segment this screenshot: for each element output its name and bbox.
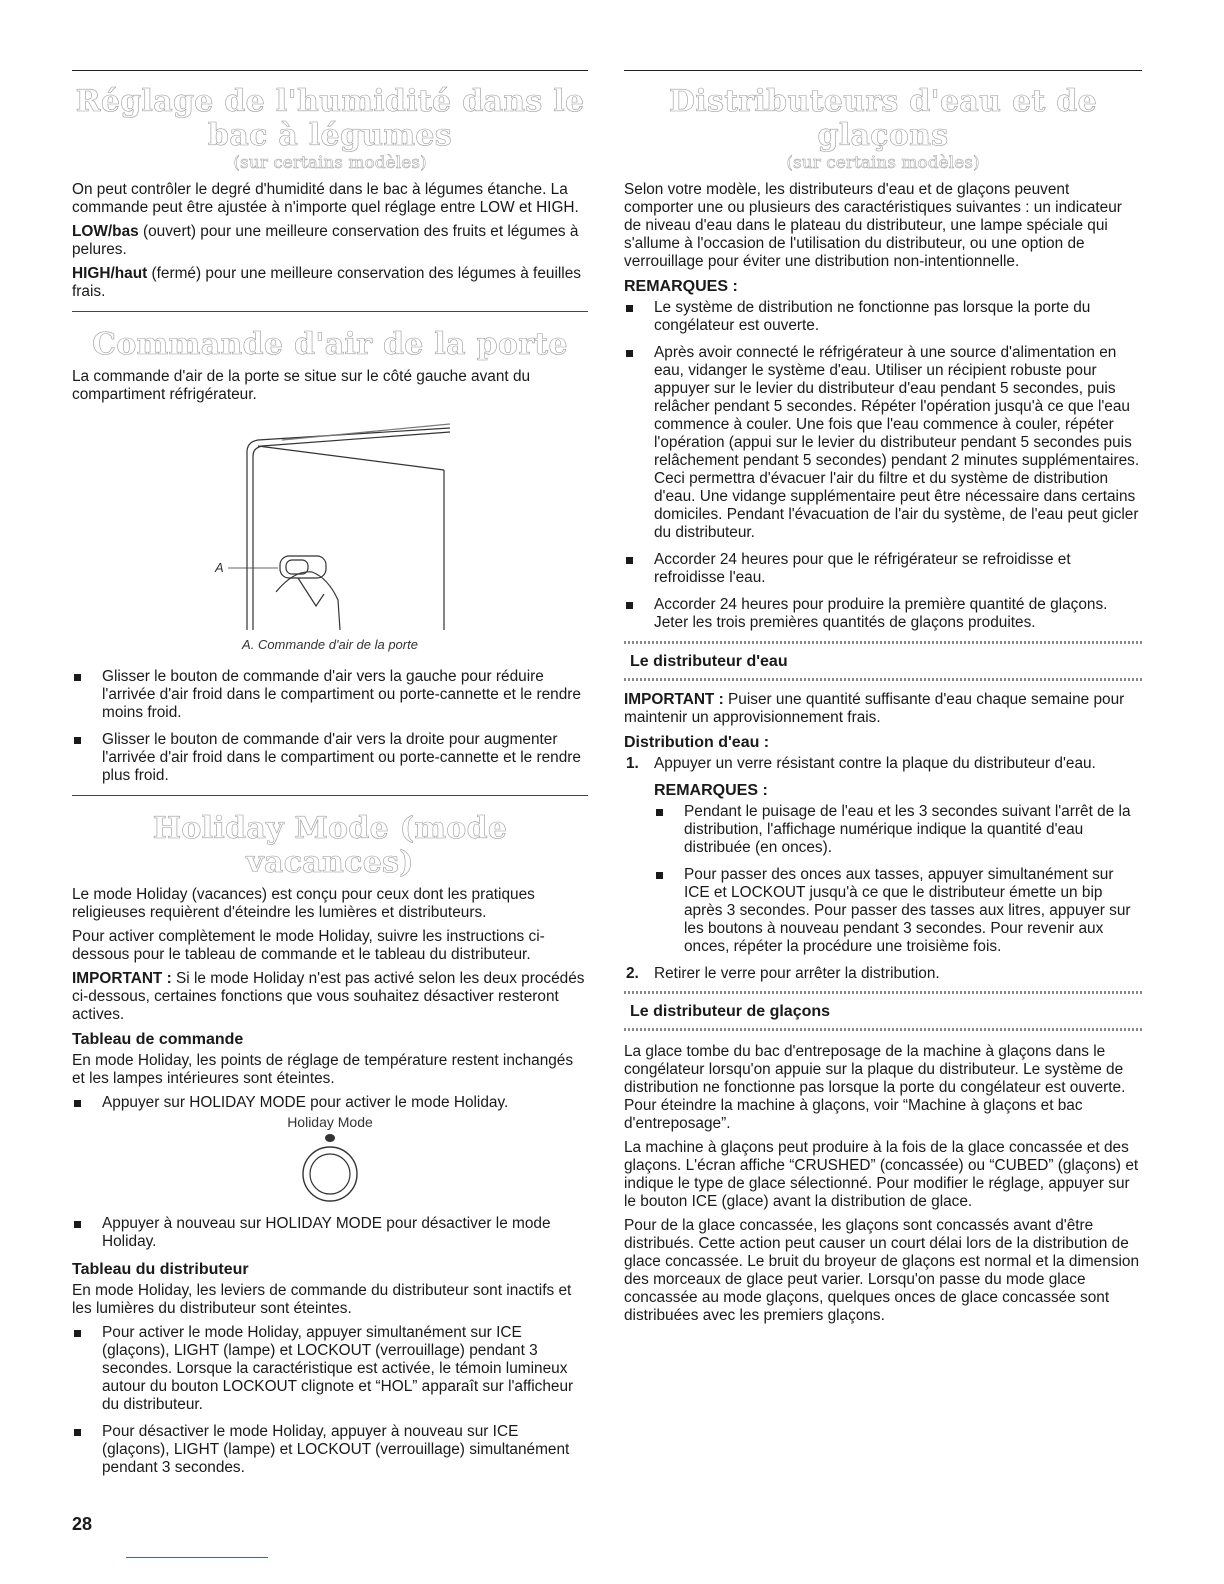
control-panel-heading: Tableau de commande	[72, 1031, 244, 1048]
list-item: Accorder 24 heures pour produire la première quantité de glaçons. Jeter les trois premières quantités de glaçons produites.	[624, 596, 1142, 632]
list-item: Pour passer des onces aux tasses, appuyer simultanément sur ICE et LOCKOUT jusqu'à ce que le distributeur émette un bip après 3 secondes. Pour passer des tasses aux litres, appuyer sur les boutons à nouveau pendant 3 secondes. Pour revenir aux onces, répéter la procédure une troisième fois.	[654, 866, 1142, 956]
left-column	[72, 70, 588, 1486]
control-bullets	[72, 1094, 588, 1112]
door-air-illustration	[72, 410, 588, 635]
dotted-rule	[624, 641, 1142, 644]
holiday-section	[72, 812, 588, 1477]
water-distribution-heading: Distribution d'eau :	[624, 734, 770, 751]
list-item: Accorder 24 heures pour que le réfrigérateur se refroidisse et refroidisse l'eau.	[624, 551, 1142, 587]
door-illustration-svg	[72, 410, 588, 635]
dotted-rule	[624, 991, 1142, 994]
ice-paragraph-1: La glace tombe du bac d'entreposage de la machine à glaçons dans le congélateur lorsqu'on appuie sur la plaque du distributeur. Le système de distribution ne fonctionne pas lorsque la porte du congélateur est ouverte. Pour éteindre la machine à glaçons, voir “Machine à glaçons et bac d'entreposage”.	[624, 1043, 1126, 1132]
figure-label-a: A	[215, 560, 224, 575]
door-air-title: Commande d'air de la porte	[92, 327, 568, 362]
door-air-bullets	[72, 668, 588, 785]
list-item: Pendant le puisage de l'eau et les 3 secondes suivant l'arrêt de la distribution, l'affichage numérique indique la quantité d'eau distribuée (en onces).	[654, 803, 1142, 857]
top-rule	[72, 70, 588, 71]
humidity-low: LOW/bas (ouvert) pour une meilleure conservation des fruits et légumes à pelures.	[72, 223, 579, 258]
water-steps	[624, 755, 1142, 983]
figure-caption: A. Commande d'air de la porte	[242, 637, 418, 652]
dispensers-intro: Selon votre modèle, les distributeurs d'eau et de glaçons peuvent comporter une ou plusieurs des caractéristiques suivantes : un indicateur de niveau d'eau dans le plateau du distributeur, une lampe spéciale qui s'allume à l'occasion de l'utilisation du distributeur, ou une option de verrouillage pour éviter une distribution non-intentionnelle.	[624, 181, 1122, 270]
holiday-title: Holiday Mode (mode vacances)	[152, 811, 508, 880]
water-important: IMPORTANT : Puiser une quantité suffisante d'eau chaque semaine pour maintenir un approvisionnement frais.	[624, 691, 1125, 726]
holiday-mode-button-icon	[300, 1130, 360, 1204]
dispenser-panel-text: En mode Holiday, les leviers de commande du distributeur sont inactifs et les lumières du distributeur sont éteintes.	[72, 1282, 572, 1317]
door-air-intro: La commande d'air de la porte se situe sur le côté gauche avant du compartiment réfrigérateur.	[72, 368, 531, 403]
step-2: 2. Retirer le verre pour arrêter la distribution.	[626, 965, 940, 982]
humidity-high: HIGH/haut (fermé) pour une meilleure conservation des légumes à feuilles frais.	[72, 265, 581, 300]
dispenser-panel-heading: Tableau du distributeur	[72, 1261, 249, 1278]
bottom-link-underline	[126, 1557, 268, 1558]
ice-dispenser-heading-bar	[624, 996, 1142, 1026]
dispensers-remarks-heading: REMARQUES :	[624, 278, 738, 295]
humidity-title: Réglage de l'humidité dans le bac à légumes	[75, 84, 585, 153]
list-item: Pour activer le mode Holiday, appuyer simultanément sur ICE (glaçons), LIGHT (lampe) et LOCKOUT (verrouillage) pendant 3 secondes. Lorsque la caractéristique est activée, le témoin lumineux autour du bouton LOCKOUT clignote et “HOL” apparaît sur l'afficheur du distributeur.	[72, 1324, 588, 1414]
ice-dispenser-section	[624, 991, 1142, 1325]
ice-paragraph-3: Pour de la glace concassée, les glaçons sont concassés avant d'être distribués. Cette action peut causer un court délai lors de la distribution de glace concassée. Le bruit du broyeur de glaçons est normal et la dimension des morceaux de glace peut varier. Lorsqu'on passe du mode glace concassée au mode glaçons, quelques onces de glace concassée sont distribuées avec les premiers glaçons.	[624, 1217, 1140, 1324]
dispensers-title: Distributeurs d'eau et de glaçons	[669, 84, 1097, 153]
dispensers-remarks-list	[624, 299, 1142, 632]
control-bullets-2	[72, 1215, 588, 1251]
door-air-section	[72, 328, 588, 785]
water-dispenser-heading: Le distributeur d'eau	[630, 653, 788, 670]
step-1: 1. Appuyer un verre résistant contre la plaque du distributeur d'eau. REMARQUES : Pendant le puisage de l'eau et les 3 secondes suivant l'arrêt de la distribution, l'affichage numérique indique la quantité d'eau distribuée (en onces). Pour passer des onces aux tasses, appuyer simultanément sur ICE et LOCKOUT jusqu'à ce que le distributeur émette un bip après 3 secondes. Pour passer des tasses aux litres, appuyer sur les boutons à nouveau pendant 3 secondes. Pour revenir aux onces, répéter la procédure une troisième fois.	[624, 755, 1142, 956]
holiday-important: IMPORTANT : Si le mode Holiday n'est pas activé selon les deux procédés ci-dessous, certaines fonctions que vous souhaitez désactiver resteront actives.	[72, 970, 585, 1023]
water-remarks-list	[654, 803, 1142, 956]
list-item: Pour désactiver le mode Holiday, appuyer à nouveau sur ICE (glaçons), LIGHT (lampe) et LOCKOUT (verrouillage) simultanément pendant 3 secondes.	[72, 1423, 588, 1477]
section-divider	[72, 311, 588, 312]
water-dispenser-section	[624, 641, 1142, 983]
list-item: Appuyer à nouveau sur HOLIDAY MODE pour désactiver le mode Holiday.	[72, 1215, 588, 1251]
humidity-intro: On peut contrôler le degré d'humidité dans le bac à légumes étanche. La commande peut être ajustée à n'importe quel réglage entre LOW et HIGH.	[72, 181, 579, 216]
holiday-activate: Pour activer complètement le mode Holiday, suivre les instructions ci-dessous pour le tableau de commande et le tableau du distributeur.	[72, 928, 545, 963]
list-item: Glisser le bouton de commande d'air vers la gauche pour réduire l'arrivée d'air froid dans le compartiment ou porte-cannette et le rendre moins froid.	[72, 668, 588, 722]
holiday-mode-button-figure	[72, 1114, 588, 1209]
holiday-intro: Le mode Holiday (vacances) est conçu pour ceux dont les pratiques religieuses requièrent d'éteindre les lumières et distributeurs.	[72, 886, 535, 921]
dispenser-bullets	[72, 1324, 588, 1477]
water-remarks-heading: REMARQUES :	[654, 782, 768, 799]
holiday-mode-label: Holiday Mode	[287, 1114, 373, 1130]
list-item: Après avoir connecté le réfrigérateur à une source d'alimentation en eau, vidanger le système d'eau. Utiliser un récipient robuste pour appuyer sur le levier du distributeur d'eau pendant 5 secondes, puis relâcher pendant 5 secondes. Répéter l'opération jusqu'à ce que l'eau commence à couler. Une fois que l'eau commence à couler, répéter l'opération (appui sur le levier du distributeur pendant 5 secondes puis relâchement pendant 5 secondes) pendant 2 minutes supplémentaires. Ceci permettra d'évacuer l'air du filtre et du système de distribution d'eau. Une vidange supplémentaire peut être nécessaire dans certains domiciles. Pendant l'évacuation de l'air du système, de l'eau peut gicler du distributeur.	[624, 344, 1142, 542]
list-item: Le système de distribution ne fonctionne pas lorsque la porte du congélateur est ouverte.	[624, 299, 1142, 335]
dispensers-subtitle: (sur certains modèles)	[786, 153, 980, 173]
ice-paragraph-2: La machine à glaçons peut produire à la fois de la glace concassée et des glaçons. L'écran affiche “CRUSHED” (concassée) ou “CUBED” (glaçons) et indique le type de glace sélectionné. Pour modifier le réglage, appuyer sur le bouton ICE (glace) avant la distribution de glace.	[624, 1139, 1139, 1210]
humidity-section	[72, 85, 588, 301]
list-item: Appuyer sur HOLIDAY MODE pour activer le mode Holiday.	[72, 1094, 588, 1112]
water-dispenser-heading-bar	[624, 646, 1142, 676]
section-divider	[72, 795, 588, 796]
top-rule	[624, 70, 1142, 71]
dotted-rule	[624, 1028, 1142, 1031]
control-panel-text: En mode Holiday, les points de réglage de température restent inchangés et les lampes intérieures sont éteintes.	[72, 1052, 574, 1087]
humidity-subtitle: (sur certains modèles)	[233, 153, 427, 173]
ice-dispenser-heading: Le distributeur de glaçons	[630, 1003, 831, 1020]
right-column	[624, 70, 1142, 1331]
page-number: 28	[72, 1514, 93, 1534]
dotted-rule	[624, 678, 1142, 681]
dispensers-section	[624, 85, 1142, 632]
list-item: Glisser le bouton de commande d'air vers la droite pour augmenter l'arrivée d'air froid dans le compartiment ou porte-cannette et le rendre plus froid.	[72, 731, 588, 785]
